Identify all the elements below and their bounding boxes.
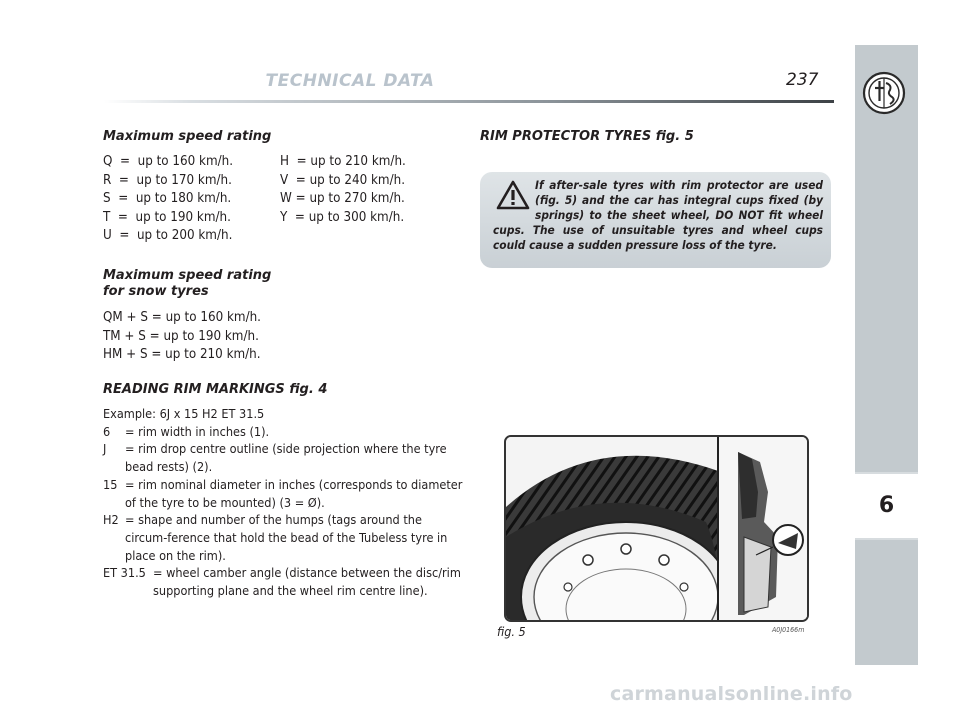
- figure-caption: fig. 5: [497, 624, 526, 639]
- snow-item: HM + S = up to 210 km/h.: [103, 347, 261, 363]
- speed-item: H = up to 210 km/h.: [280, 154, 406, 169]
- speed-item: U = up to 200 km/h.: [103, 228, 233, 244]
- page-header-title: TECHNICAL DATA: [265, 71, 435, 91]
- header-rule: [104, 100, 834, 103]
- rim-item-key: 15: [103, 476, 118, 492]
- rim-item-value: = wheel camber angle (distance between the disc/rim supporting plane and the wheel rim centre line).: [153, 565, 461, 599]
- snow-item: QM + S = up to 160 km/h.: [103, 310, 261, 325]
- figure-5-illustration: [504, 435, 809, 622]
- chapter-sidebar: [855, 45, 918, 665]
- warning-message: If after-sale tyres with rim protector are used (fig. 5) and the car has integral cups fixed (by springs) to the sheet wheel, DO NOT fit wheel cups. The use of unsuitable tyres and wheel cups could cause a sudden pressure loss of the tyre.: [493, 178, 823, 252]
- rim-item-key: J: [103, 441, 107, 457]
- rim-item-value: = shape and number of the humps (tags around the circum-ference that hold the bead of the Tubeless tyre in place on the rim).: [125, 512, 448, 563]
- chapter-tab[interactable]: 6: [855, 472, 918, 540]
- snow-heading: [103, 268, 271, 300]
- rim-item-value: = rim nominal diameter in inches (corresponds to diameter of the tyre to be mounted) (3 = Ø).: [125, 476, 463, 510]
- figure-code: A0J0166m: [772, 626, 805, 634]
- rim-item-value: = rim width in inches (1).: [125, 423, 270, 439]
- speed-item: W = up to 270 km/h.: [280, 191, 405, 207]
- page-number: 237: [786, 70, 819, 90]
- alfa-romeo-logo-icon: [862, 71, 906, 115]
- rim-item: [103, 423, 463, 441]
- speed-item: Y = up to 300 km/h.: [280, 209, 405, 225]
- speed-list-left: [103, 153, 283, 246]
- snow-item: TM + S = up to 190 km/h.: [103, 328, 259, 344]
- rim-protector-heading: RIM PROTECTOR TYRES fig. 5: [480, 129, 694, 144]
- warning-text: [493, 178, 823, 253]
- snow-heading-line: Maximum speed rating: [103, 268, 272, 283]
- warning-icon-spacer: [493, 178, 535, 222]
- rim-item-key: H2: [103, 512, 119, 528]
- snow-list: [103, 309, 463, 365]
- speed-item: R = up to 170 km/h.: [103, 172, 232, 188]
- speed-item: V = up to 240 km/h.: [280, 172, 406, 188]
- rim-markings-heading: READING RIM MARKINGS fig. 4: [103, 382, 328, 397]
- speed-list-right: [280, 153, 460, 227]
- rim-item-key: ET 31.5: [103, 565, 146, 581]
- watermark: carmanualsonline.info: [610, 683, 853, 705]
- speed-rating-heading: Maximum speed rating: [103, 129, 272, 144]
- rim-item: [103, 476, 463, 511]
- rim-item: [103, 511, 463, 564]
- rim-item: [103, 564, 463, 599]
- tyre-illustration: [506, 437, 807, 620]
- rim-item-value: = rim drop centre outline (side projection where the tyre bead rests) (2).: [125, 441, 447, 475]
- rim-item-key: 6: [103, 423, 111, 439]
- speed-item: S = up to 180 km/h.: [103, 191, 232, 207]
- snow-heading-line: for snow tyres: [103, 284, 209, 299]
- rim-example: Example: 6J x 15 H2 ET 31.5: [103, 406, 265, 421]
- rim-item: [103, 440, 463, 475]
- speed-item: T = up to 190 km/h.: [103, 209, 231, 225]
- speed-item: Q = up to 160 km/h.: [103, 154, 234, 169]
- rim-markings-list: [103, 405, 463, 600]
